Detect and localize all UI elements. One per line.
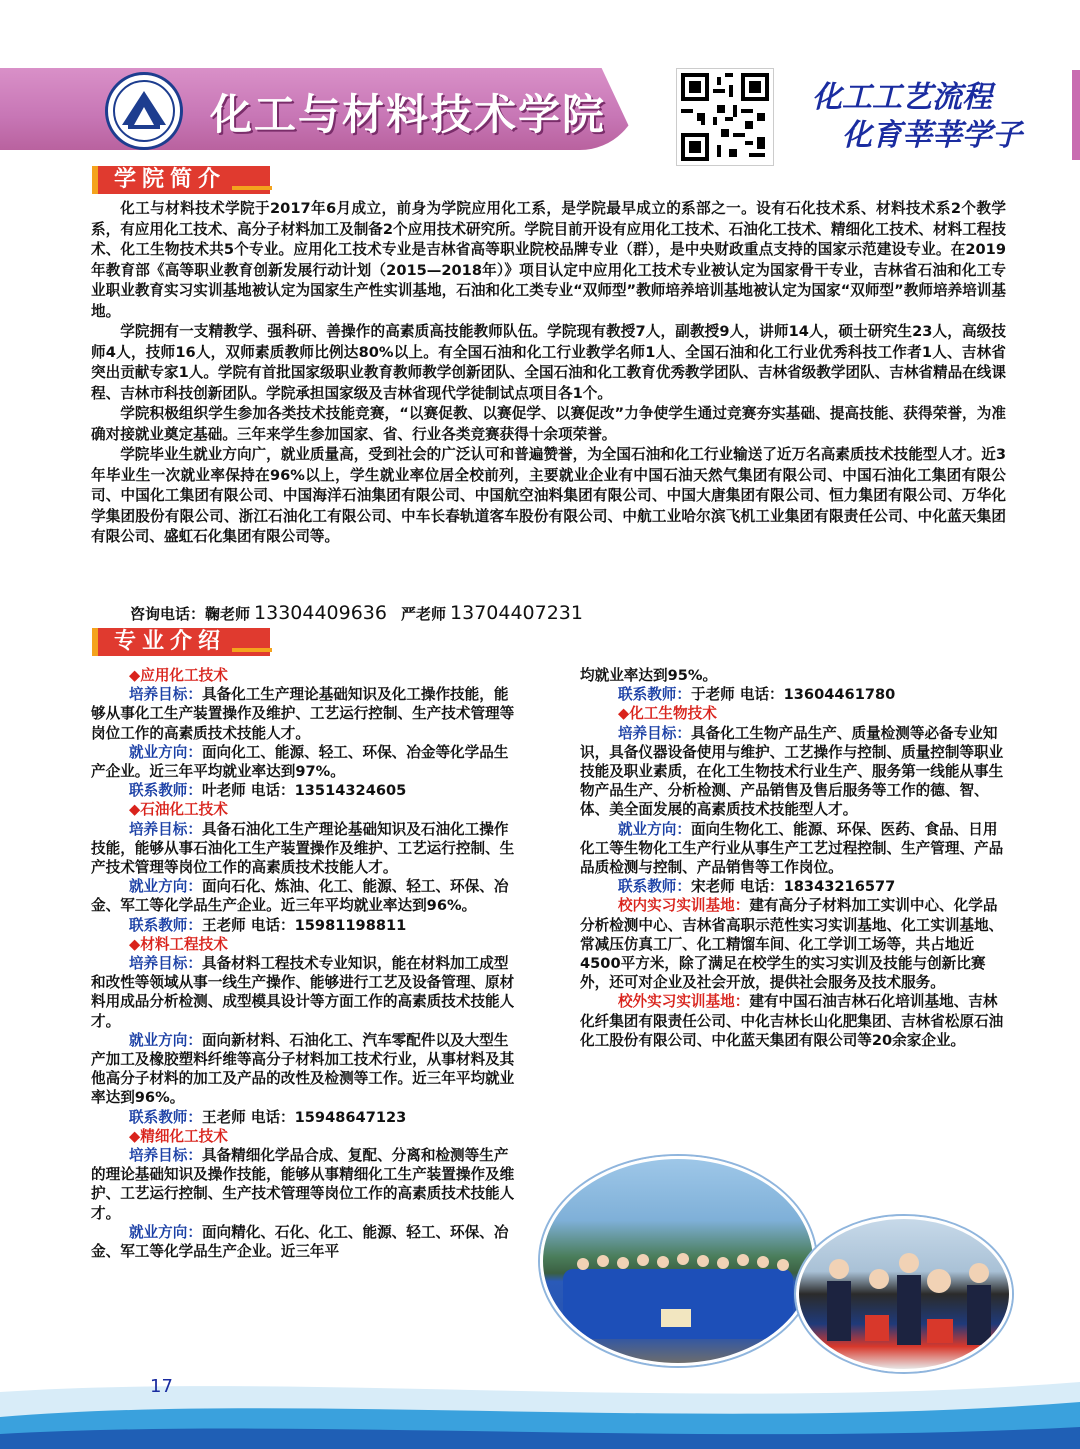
major-detail [580,724,1010,820]
tag-accent-line [232,648,272,652]
major-title: ◆石油化工技术 [129,801,228,819]
detail-label: 联系教师： [618,878,691,896]
detail-label: 培养目标： [128,955,202,973]
decorative-strip [1072,70,1080,160]
detail-text: 面向石化、炼油、化工、能源、轻工、环保、冶金、军工等化学品生产企业。近三年平均就业率达到96%。 [91,878,509,915]
contact-phone-2: 13704407231 [450,602,583,624]
detail-text: 于老师 电话：13604461780 [690,686,896,704]
major-detail [91,685,517,743]
detail-label: 就业方向： [128,1223,202,1241]
detail-text: 具备石油化工生产理论基础知识及石油化工操作技能，能够从事石油化工生产装置操作及维护、工艺运行控制、生产技术管理等岗位工作的高素质技术技能人才。 [91,820,515,877]
consult-contact [130,602,597,624]
contact-phone-1: 13304409636 [254,602,387,624]
major-title: ◆精细化工技术 [129,1127,228,1145]
detail-label: 联系教师： [129,916,202,934]
major-detail [91,743,517,781]
major-detail [580,820,1010,878]
intro-text [91,199,1006,548]
contact-teacher [91,916,517,935]
intro-paragraph: 学院毕业生就业方向广，就业质量高，受到社会的广泛认可和普遍赞誉，为全国石油和化工行业输送了近万名高素质技术技能型人才。近3年毕业生一次就业率保持在96%以上，学生就业率位居全校前列，主要就业企业有中国石油天然气集团有限公司、中国石油化工集团有限公司、中国化工集团有限公司、中国海洋石油集团有限公司、中国航空油料集团有限公司、中国大唐集团有限公司、恒力集团有限公司、万华化学集团股份有限公司、浙江石油化工有限公司、中车长春轨道客车股份有限公司、中航工业哈尔滨飞机工业集团有限责任公司、中化蓝天集团有限公司、盛虹石化集团有限公司等。 [91,446,1006,545]
slogan-line-1: 化工工艺流程 [812,80,992,115]
detail-label: 校外实习实训基地： [617,993,750,1011]
major-detail [91,1223,517,1261]
contact-label: 咨询电话：鞠老师 [130,605,251,623]
major-detail [91,820,517,878]
major-detail [580,896,1010,992]
detail-label: 培养目标： [128,1147,202,1165]
detail-text: 具备化工生产理论基础知识及化工操作技能，能够从事化工生产装置操作及维护、工艺运行控制、生产技术管理等岗位工作的高素质技术技能人才。 [91,686,515,742]
detail-text: 具备化工生物产品生产、质量检测等必备专业知识，具备仪器设备使用与维护、工艺操作与控制、质量控制等职业技能及职业素质，在化工生物技术行业生产、服务第一线能从事生物产品生产、分析检测、产品销售及售后服务等工作的德、智、体、美全面发展的高素质技术技能型人才。 [580,724,1004,819]
detail-text: 王老师 电话：15948647123 [201,1108,407,1126]
detail-text: 面向精化、石化、化工、能源、轻工、环保、冶金、军工等化学品生产企业。近三年平 [91,1223,509,1261]
detail-text: 宋老师 电话：18343216577 [690,878,896,896]
detail-text: 具备精细化学品合成、复配、分离和检测等生产的理论基础知识及操作技能，能够从事精细化工生产装置操作及维护、工艺运行控制、生产技术管理等岗位工作的高素质技术技能人才。 [91,1147,515,1222]
intro-paragraph: 学院积极组织学生参加各类技术技能竞赛，“以赛促教、以赛促学、以赛促改”力争使学生通过竞赛夯实基础、提高技能、获得荣誉，为准确对接就业奠定基础。三年来学生参加国家、省、行业各类竞赛获得十余项荣誉。 [91,405,1006,443]
majors-right-column [580,666,1010,1050]
majors-left-column [91,666,517,1261]
tag-accent-line [232,186,272,190]
detail-text: 面向化工、能源、轻工、环保、冶金等化学品生产企业。近三年平均就业率达到97%。 [91,743,509,781]
students-group-photo [540,1156,816,1366]
detail-label: 就业方向： [617,820,691,838]
detail-label: 培养目标： [128,820,202,838]
majors-section-tag: 专业介绍 [92,628,270,656]
college-logo-icon [105,72,183,150]
major-detail [91,1031,517,1108]
intro-section-tag: 学院简介 [92,166,270,194]
contact-teacher [580,685,1010,704]
teachers-award-photo [796,1216,1012,1372]
major-title: ◆化工生物技术 [618,705,717,723]
detail-text: 面向新材料、石油化工、汽车零配件以及大型生产加工及橡胶塑料纤维等高分子材料加工技术行业，从事材料及其他高分子材料的加工及产品的改性及检测等工作。近三年平均就业率达到96%。 [91,1031,515,1107]
major-detail [91,954,517,1031]
intro-paragraph: 化工与材料技术学院于2017年6月成立，前身为学院应用化工系，是学院最早成立的系部之一。设有石化技术系、材料技术系2个教学系，有应用化工技术、高分子材料加工及制备2个应用技术研究所。学院目前开设有应用化工技术、石油化工技术、精细化工技术、材料工程技术、化工生物技术共5个专业。应用化工技术专业是吉林省高等职业院校品牌专业（群），是中央财政重点支持的国家示范建设专业。在2019年教育部《高等职业教育创新发展行动计划（2015—2018年）》项目认定中应用化工技术专业被认定为国家骨干专业，吉林省石油和化工专业职业教育实习实训基地被认定为国家生产性实训基地，石油和化工类专业“双师型”教师培养培训基地被认定为国家“双师型”教师培养培训基地。 [91,200,1006,320]
detail-label: 就业方向： [128,1031,202,1049]
detail-label: 就业方向： [128,743,202,761]
intro-paragraph: 学院拥有一支精教学、强科研、善操作的高素质高技能教师队伍。学院现有教授7人，副教授9人，讲师14人，硕士研究生23人，高级技师4人，技师16人，双师素质教师比例达80%以上。有全国石油和化工行业教学名师1人、全国石油和化工行业优秀科技工作者1人、吉林省突出贡献专家1人。学院有首批国家级职业教育教师教学创新团队、全国石油和化工教育优秀教学团队、吉林省级教学团队、吉林省精品在线课程、吉林市科技创新团队。学院承担国家级及吉林省现代学徒制试点项目各1个。 [91,323,1006,402]
college-title: 化工与材料技术学院 [210,90,607,139]
contact-teacher [91,1108,517,1127]
major-detail [91,877,517,915]
detail-text: 面向生物化工、能源、环保、医药、食品、日用化工等生物化工生产行业从事生产工艺过程控制、生产管理、产品品质检测与控制、产品销售等工作岗位。 [580,820,1004,877]
contact-teacher [91,781,517,800]
major-title: ◆应用化工技术 [129,667,228,684]
page-number: 17 [150,1376,173,1397]
major-title: ◆材料工程技术 [129,935,228,953]
contact-label-2: 严老师 [401,605,447,623]
detail-label: 培养目标： [617,724,691,742]
detail-text: 叶老师 电话：13514324605 [201,782,407,800]
text-line: 均就业率达到95%。 [580,667,718,684]
detail-label: 校内实习实训基地： [617,897,750,915]
detail-label: 联系教师： [129,782,202,800]
detail-text: 具备材料工程技术专业知识，能在材料加工成型和改性等领域从事一线生产操作、能够进行工艺及设备管理、原材料用成品分析检测、成型模具设计等方面工作的高素质技术技能人才。 [91,955,515,1030]
contact-teacher [580,877,1010,896]
detail-text: 建有高分子材料加工实训中心、化学品分析检测中心、吉林省高职示范性实习实训基地、化工实训基地、常减压仿真工厂、化工精馏车间、化工学训工场等，共占地近4500平方米，除了满足在校学生的实习实训及技能与创新比赛外，还可对企业及社会开放，提供社会服务及技术服务。 [580,897,1004,992]
major-detail [580,992,1010,1050]
detail-label: 就业方向： [128,878,202,896]
detail-label: 培养目标： [128,686,202,704]
major-detail [91,1146,517,1223]
detail-text: 王老师 电话：15981198811 [201,916,407,934]
detail-text: 建有中国石油吉林石化培训基地、吉林化纤集团有限责任公司、中化吉林长山化肥集团、吉林省松原石油化工股份有限公司、中化蓝天集团有限公司等20余家企业。 [580,993,1004,1049]
detail-label: 联系教师： [618,686,691,704]
qr-code-icon [676,68,774,166]
slogan-line-2: 化育莘莘学子 [842,118,1022,153]
detail-label: 联系教师： [129,1108,202,1126]
